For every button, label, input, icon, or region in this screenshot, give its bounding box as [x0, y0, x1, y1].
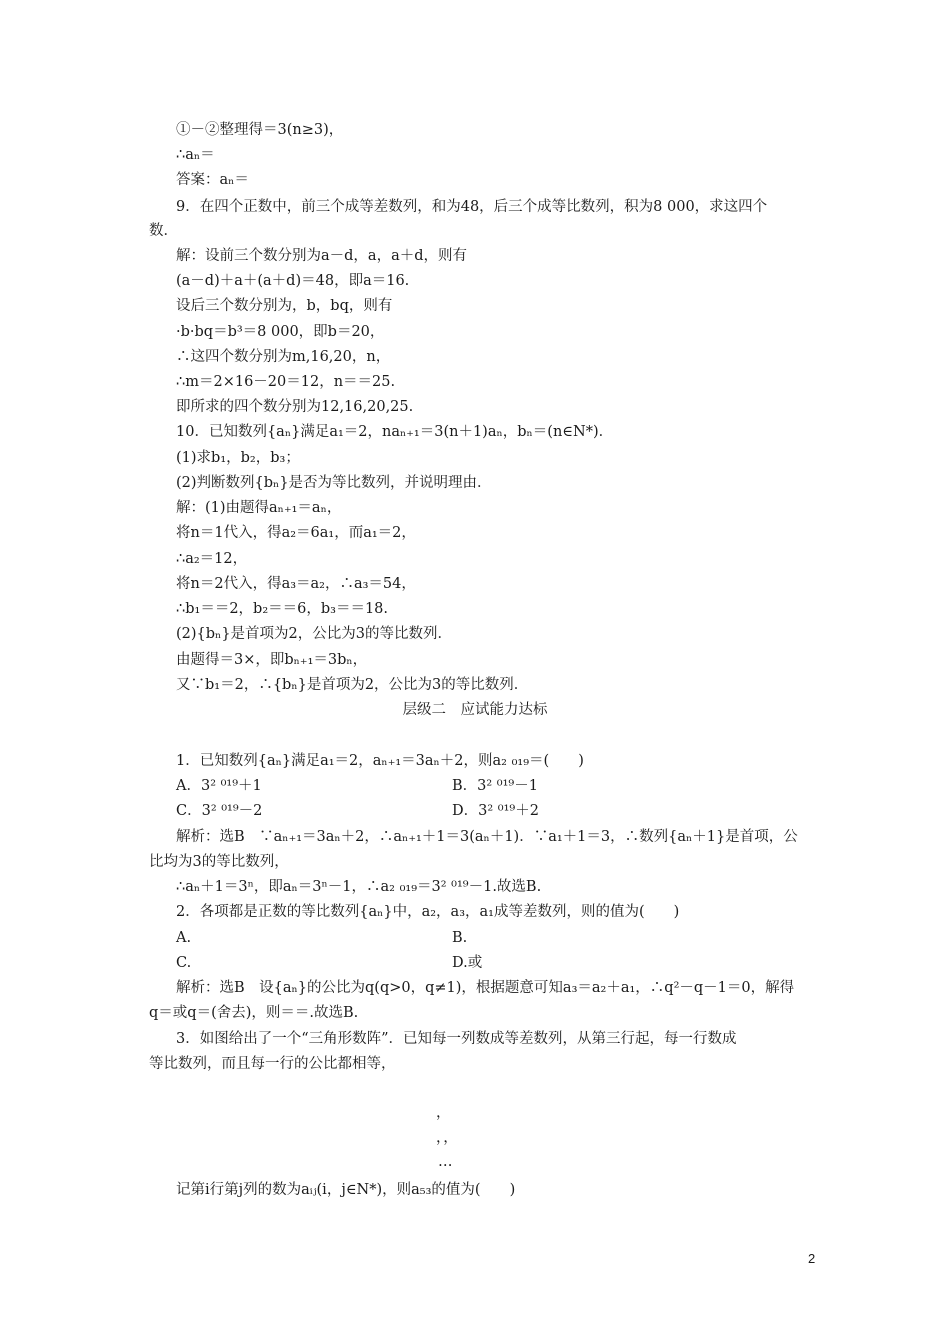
text-line: 又∵b₁＝2，∴{bₙ}是首项为2，公比为3的等比数列．	[176, 677, 529, 693]
option-d: D.或	[452, 955, 483, 971]
text-line: 即所求的四个数分别为12,16,20,25.	[176, 399, 414, 415]
text-line: 解析：选B 设{aₙ}的公比为q(q>0，q≠1)，根据题意可知a₃＝a₂＋a₁，∴q²－q－1＝0，解得	[176, 980, 795, 996]
text-line: (a－d)＋a＋(a＋d)＝48，即a＝16.	[176, 273, 410, 289]
section-heading: 层级二 应试能力达标	[402, 702, 548, 718]
text-line: 解析：选B ∵aₙ₊₁＝3aₙ＋2，∴aₙ₊₁＋1＝3(aₙ＋1)．∵a₁＋1＝3，∴数列{aₙ＋1}是首项，公	[176, 829, 798, 845]
text-line: ∴这四个数分别为m,16,20，n，	[176, 349, 391, 365]
text-line: 由题得＝3×，即bₙ₊₁＝3bₙ，	[176, 652, 368, 668]
question-text: 3．如图给出了一个“三角形数阵”．已知每一列数成等差数列，从第三行起，每一行数成	[176, 1031, 737, 1047]
text-line: 答案：aₙ＝	[176, 172, 249, 188]
text-line: ∴m＝2×16－20＝12，n＝＝25.	[176, 374, 396, 390]
text-line: 将n＝2代入，得a₃＝a₂，∴a₃＝54，	[176, 576, 416, 592]
text-line: 9．在四个正数中，前三个成等差数列，和为48，后三个成等比数列，积为8 000，求这四个	[176, 199, 768, 215]
text-line: (2){bₙ}是首项为2，公比为3的等比数列．	[176, 626, 452, 642]
option-d: D．3² ⁰¹⁹＋2	[452, 803, 539, 819]
text-line: 等比数列，而且每一行的公比都相等，	[149, 1056, 396, 1072]
text-line: 10．已知数列{aₙ}满足a₁＝2，naₙ₊₁＝3(n＋1)aₙ，bₙ＝(n∈N*)．	[176, 424, 614, 440]
text-line: 记第i行第j列的数为aᵢⱼ(i，j∈N*)，则a₅₃的值为( )	[176, 1182, 516, 1198]
text-line: (1)求b₁，b₂，b₃；	[176, 450, 300, 466]
text-line: ∴aₙ＋1＝3ⁿ，即aₙ＝3ⁿ－1，∴a₂ ₀₁₉＝3² ⁰¹⁹－1.故选B.	[176, 879, 542, 895]
triangle-array-ellipsis: …	[438, 1154, 453, 1170]
triangle-array-row: ，	[436, 1105, 451, 1121]
text-line: q＝或q＝(舍去)，则＝＝.故选B.	[149, 1005, 359, 1021]
triangle-array-row: ，，	[436, 1130, 458, 1146]
question-text: 2．各项都是正数的等比数列{aₙ}中，a₂，a₃，a₁成等差数列，则的值为( )	[176, 904, 680, 920]
text-line: 解：设前三个数分别为a－d，a，a＋d，则有	[176, 248, 467, 264]
text-line: 将n＝1代入，得a₂＝6a₁，而a₁＝2，	[176, 525, 416, 541]
option-c: C.	[176, 955, 192, 971]
option-c: C．3² ⁰¹⁹－2	[176, 803, 263, 819]
text-line: ∴a₂＝12，	[176, 551, 248, 567]
text-line: ∴b₁＝＝2，b₂＝＝6，b₃＝＝18.	[176, 601, 389, 617]
text-line: 数．	[149, 223, 178, 239]
text-line: 设后三个数分别为，b，bq，则有	[176, 298, 393, 314]
question-text: 1．已知数列{aₙ}满足a₁＝2，aₙ₊₁＝3aₙ＋2，则a₂ ₀₁₉＝( )	[176, 753, 584, 769]
page-number: 2	[808, 1251, 816, 1266]
option-b: B．3² ⁰¹⁹－1	[452, 778, 538, 794]
text-line: 比均为3的等比数列，	[149, 854, 289, 870]
text-line: ①－②整理得＝3(n≥3)，	[176, 122, 344, 138]
text-line: ∴aₙ＝	[176, 147, 215, 163]
option-b: B.	[452, 930, 468, 946]
text-line: ·b·bq＝b³＝8 000，即b＝20，	[176, 324, 385, 340]
option-a: A.	[176, 930, 192, 946]
option-a: A．3² ⁰¹⁹＋1	[176, 778, 262, 794]
text-line: (2)判断数列{bₙ}是否为等比数列，并说明理由．	[176, 475, 492, 491]
text-line: 解：(1)由题得aₙ₊₁＝aₙ，	[176, 500, 342, 516]
